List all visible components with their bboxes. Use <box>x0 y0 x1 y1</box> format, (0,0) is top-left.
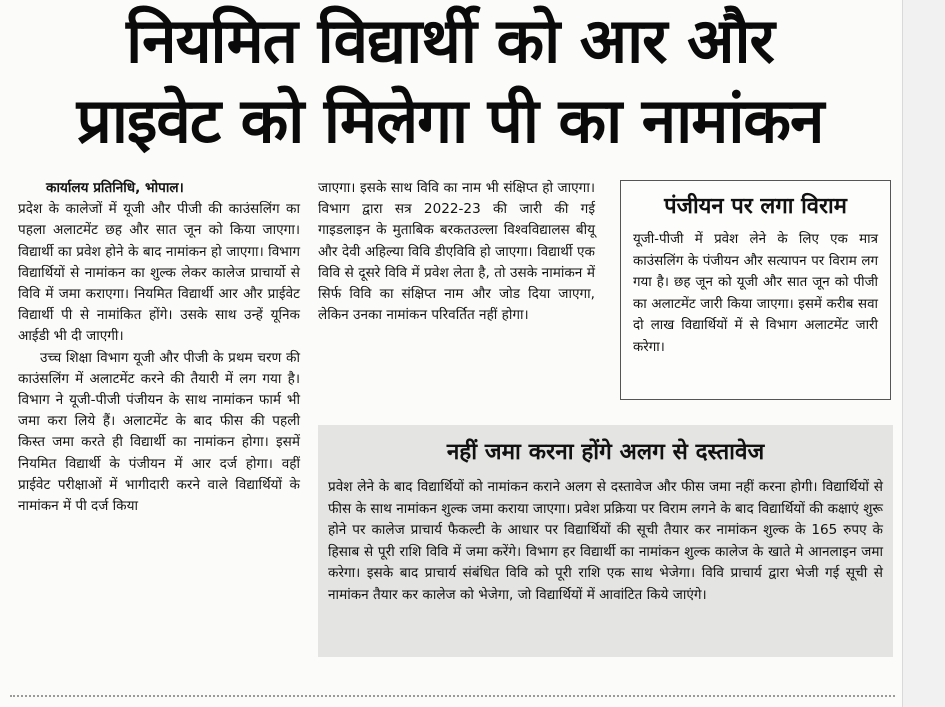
grey-box-title: नहीं जमा करना होंगे अलग से दस्तावेज <box>446 439 765 465</box>
page-margin <box>902 0 945 707</box>
sidebar-box-registration-halt <box>620 180 891 400</box>
grey-box-body: प्रवेश लेने के बाद विद्यार्थियों को नामांकन कराने अलग से दस्तावेज और फीस जमा नहीं करना होगी। विद्यार्थियों से फीस के साथ नामांकन शुल्क जमा कराया जाएगा। प्रवेश प्रक्रिया पर विराम लगने के बाद विद्यार्थियों की कक्षाएं शुरू होने पर कालेज प्राचार्य फैकल्टी के आधार पर विद्यार्थियों की सूची तैयार कर नामांकन शुल्क के 165 रुपए के हिसाब से पूरी राशि विवि में जमा करेंगे। विभाग हर विद्यार्थी का नामांकन शुल्क कालेज के खाते मे आनलाइन जमा करेगा। इसके बाद प्राचार्य संबंधित विवि को पूरी राशि एक साथ भेजेगा। विवि प्राचार्य द्वारा भेजी गई सूची से नामांकन तैयार कर कालेज को भेजेगा, जो विद्यार्थियों में आवांटित किये जाएंगे। <box>328 479 883 603</box>
headline-line-1: नियमित विद्यार्थी को आर और <box>126 4 774 77</box>
sidebar-box-body: यूजी-पीजी में प्रवेश लेने के लिए एक मात्र काउंसलिंग के पंजीयन और सत्यापन पर विराम लग गया है। छह जून को यूजी और सात जून को पीजी का अलाटमेंट जारी किया जाएगा। इसमें करीब सवा दो लाख विद्यार्थियों में से विभाग अलाटमेंट जारी करेगा। <box>633 232 878 355</box>
article-column-1 <box>18 178 300 517</box>
grey-box-no-documents <box>318 425 893 657</box>
dotted-cut-line <box>10 695 895 697</box>
article-paragraph-3: जाएगा। इसके साथ विवि का नाम भी संक्षिप्त हो जाएगा। विभाग द्वारा सत्र 2022-23 की जारी की गई गाइडलाइन के मुताबिक बरकतउल्ला विश्वविद्यालस बीयू और देवी अहिल्या विवि डीएविवि हो जाएगा। विद्यार्थी एक विवि से दूसरे विवि में प्रवेश लेता है, तो उसके नामांकन में सिर्फ विवि का संक्षिप्त नाम और जोड दिया जाएगा, लेकिन उनका नामांकन परिवर्तित नहीं होगा। <box>318 180 595 324</box>
article-column-2 <box>318 178 595 326</box>
byline: कार्यालय प्रतिनिधि, भोपाल। <box>46 180 184 196</box>
headline <box>10 4 890 170</box>
sidebar-box-title: पंजीयन पर लगा विराम <box>664 194 847 219</box>
article-paragraph-1: प्रदेश के कालेजों में यूजी और पीजी की काउंसलिंग का पहला अलाटमेंट छह और सात जून को किया जाएगा। विद्यार्थी का प्रवेश होने के बाद नामांकन हो जाएगा। विभाग विद्यार्थियों से नामांकन का शुल्क लेकर कालेज प्राचार्यो से विवि में जमा कराएगा। नियमित विद्यार्थी आर और प्राईवेट विद्यार्थी पी से नामांकित होंगे। उसके साथ उन्हें यूनिक आईडी भी दी जाएगी। <box>18 201 300 345</box>
article-paragraph-2: उच्च शिक्षा विभाग यूजी और पीजी के प्रथम चरण की काउंसलिंग में अलाटमेंट करने की तैयारी में लग गया है। विभाग ने यूजी-पीजी पंजीयन के साथ नामांकन फार्म भी जमा करा लिये हैं। अलाटमेंट के बाद फीस की पहली किस्त जमा करते ही विद्यार्थी का नामांकन होगा। इसमें नियमित विद्यार्थी के पंजीयन में आर दर्ज होगा। वहीं प्राईवेट परीक्षाओं में भागीदारी करने वाले विद्यार्थियों के नामांकन में पी दर्ज किया <box>18 349 300 515</box>
headline-line-2: प्राइवेट को मिलेगा पी का नामांकन <box>76 84 824 157</box>
